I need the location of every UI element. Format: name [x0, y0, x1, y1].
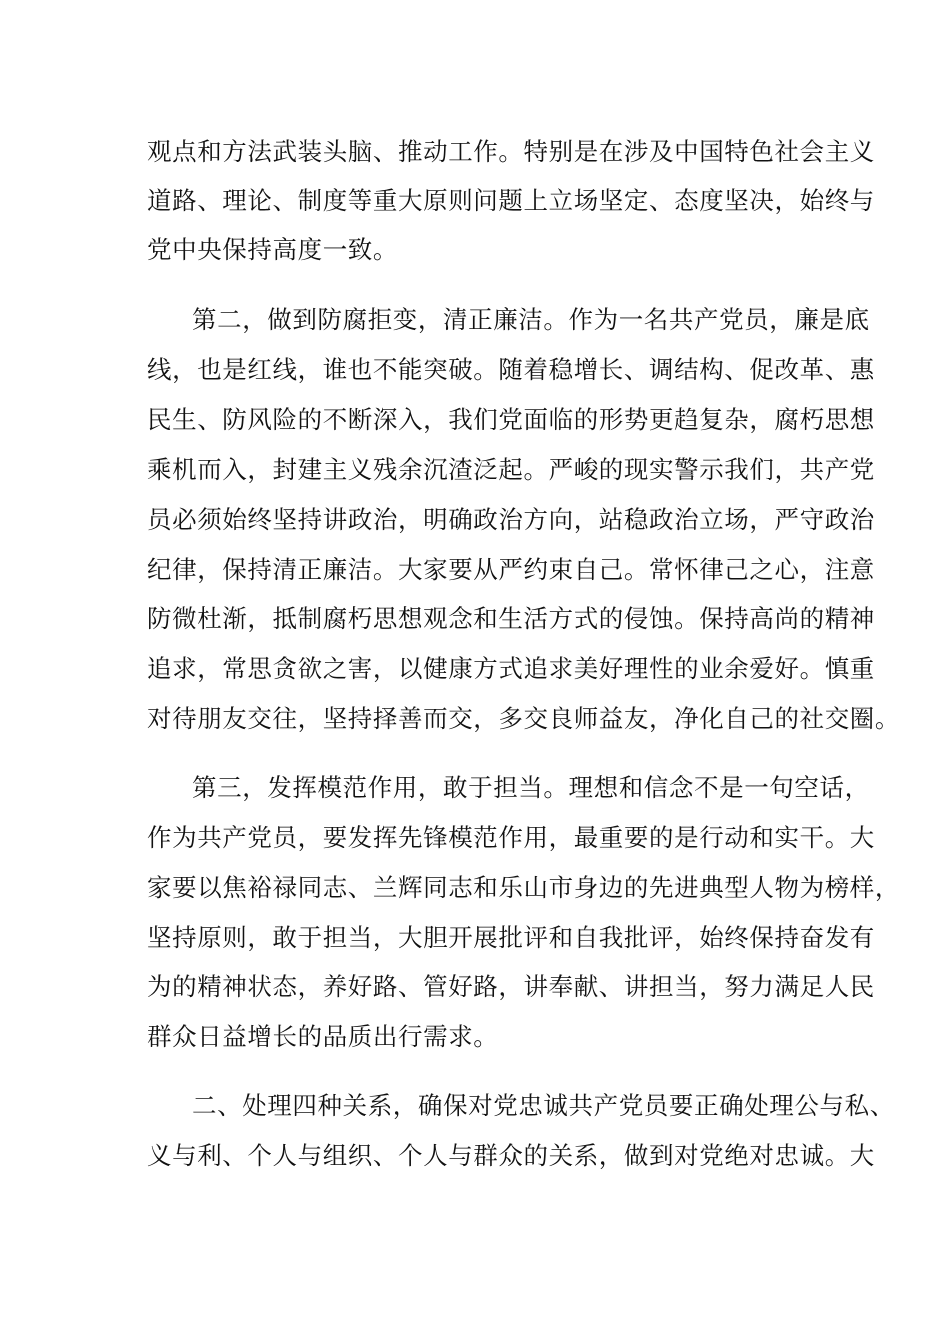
- text-line: 义与利、个人与组织、个人与群众的关系，做到对党绝对忠诚。大: [147, 1141, 875, 1170]
- text-line: 对待朋友交往，坚持择善而交，多交良师益友，净化自己的社交圈。: [147, 704, 900, 733]
- text-line: 员必须始终坚持讲政治，明确政治方向，站稳政治立场，严守政治: [147, 505, 875, 534]
- text-line: 纪律，保持清正廉洁。大家要从严约束自己。常怀律己之心，注意: [147, 555, 875, 584]
- text-line: 家要以焦裕禄同志、兰辉同志和乐山市身边的先进典型人物为榜样，: [147, 873, 900, 902]
- text-line: 第二，做到防腐拒变，清正廉洁。作为一名共产党员，廉是底: [192, 305, 870, 334]
- text-line: 第三，发挥模范作用，敢于担当。理想和信念不是一句空话，: [192, 773, 870, 802]
- text-line: 二、处理四种关系，确保对党忠诚共产党员要正确处理公与私、: [192, 1091, 895, 1120]
- text-line: 群众日益增长的品质出行需求。: [147, 1022, 499, 1051]
- text-line: 追求，常思贪欲之害，以健康方式追求美好理性的业余爱好。慎重: [147, 654, 875, 683]
- text-line: 坚持原则，敢于担当，大胆开展批评和自我批评，始终保持奋发有: [147, 923, 875, 952]
- text-line: 乘机而入，封建主义残余沉渣泛起。严峻的现实警示我们，共产党: [147, 455, 875, 484]
- text-line: 作为共产党员，要发挥先锋模范作用，最重要的是行动和实干。大: [147, 823, 875, 852]
- text-line: 党中央保持高度一致。: [147, 235, 398, 264]
- text-line: 观点和方法武装头脑、推动工作。特别是在涉及中国特色社会主义: [147, 137, 875, 166]
- text-line: 线，也是红线，谁也不能突破。随着稳增长、调结构、促改革、惠: [147, 355, 875, 384]
- text-line: 为的精神状态，养好路、管好路，讲奉献、讲担当，努力满足人民: [147, 972, 875, 1001]
- text-line: 道路、理论、制度等重大原则问题上立场坚定、态度坚决，始终与: [147, 186, 875, 215]
- text-line: 防微杜渐，抵制腐朽思想观念和生活方式的侵蚀。保持高尚的精神: [147, 604, 875, 633]
- text-line: 民生、防风险的不断深入，我们党面临的形势更趋复杂，腐朽思想: [147, 405, 875, 434]
